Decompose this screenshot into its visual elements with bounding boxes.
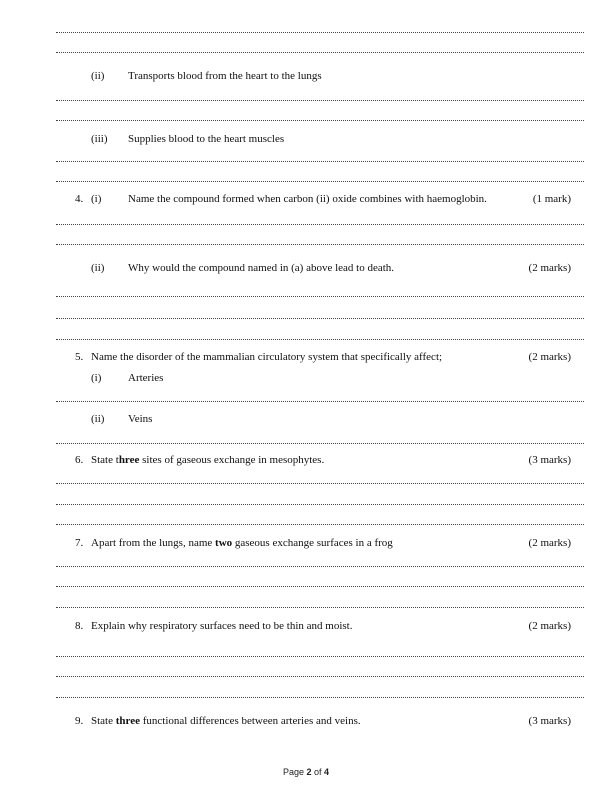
q8-text: Explain why respiratory surfaces need to be thin and moist.: [91, 620, 353, 632]
answer-line: [56, 339, 584, 340]
answer-line: [56, 586, 584, 587]
q4-number: 4.: [75, 193, 84, 205]
q8-marks: (2 marks): [528, 620, 571, 632]
q5-i-text: Arteries: [128, 372, 164, 384]
answer-line: [56, 100, 584, 101]
answer-line: [56, 483, 584, 484]
q6-marks: (3 marks): [528, 454, 571, 466]
q5-number: 5.: [75, 351, 84, 363]
answer-line: [56, 607, 584, 608]
answer-line: [56, 401, 584, 402]
answer-line: [56, 318, 584, 319]
q4-i-text: Name the compound formed when carbon (ii) oxide combines with haemoglobin.: [128, 193, 487, 205]
q3-ii-label: (ii): [91, 70, 105, 82]
q4-ii-label: (ii): [91, 262, 105, 274]
answer-line: [56, 566, 584, 567]
total-pages-number: 4: [324, 767, 330, 777]
q9-marks: (3 marks): [528, 715, 571, 727]
answer-line: [56, 676, 584, 677]
page-footer: Page 2 of 4: [282, 767, 330, 777]
q7-marks: (2 marks): [528, 537, 571, 549]
q5-text: Name the disorder of the mammalian circulatory system that specifically affect;: [91, 351, 443, 363]
q7-text: Apart from the lungs, name two gaseous exchange surfaces in a frog: [91, 537, 393, 549]
q5-ii-label: (ii): [91, 413, 105, 425]
q3-ii-text: Transports blood from the heart to the lungs: [128, 70, 322, 82]
answer-line: [56, 443, 584, 444]
q7-emphasis: two: [215, 537, 233, 549]
answer-line: [56, 32, 584, 33]
q6-text: State three sites of gaseous exchange in mesophytes.: [91, 454, 325, 466]
current-page-number: 2: [306, 767, 312, 777]
q4-i-marks: (1 mark): [532, 193, 571, 205]
answer-line: [56, 656, 584, 657]
q3-iii-label: (iii): [91, 133, 108, 145]
q4-ii-text: Why would the compound named in (a) above lead to death.: [128, 262, 395, 274]
q9-emphasis: three: [115, 715, 140, 727]
answer-line: [56, 504, 584, 505]
q9-text: State three functional differences between arteries and veins.: [91, 715, 361, 727]
answer-line: [56, 181, 584, 182]
q5-i-label: (i): [91, 372, 102, 384]
answer-line: [56, 224, 584, 225]
q4-ii-marks: (2 marks): [528, 262, 571, 274]
q6-number: 6.: [75, 454, 84, 466]
q6-emphasis: hree: [118, 454, 140, 466]
answer-line: [56, 697, 584, 698]
q8-number: 8.: [75, 620, 84, 632]
q9-number: 9.: [75, 715, 84, 727]
answer-line: [56, 161, 584, 162]
answer-line: [56, 524, 584, 525]
answer-line: [56, 52, 584, 53]
answer-line: [56, 244, 584, 245]
q7-number: 7.: [75, 537, 84, 549]
q5-ii-text: Veins: [128, 413, 153, 425]
q3-iii-text: Supplies blood to the heart muscles: [128, 133, 285, 145]
q4-i-label: (i): [91, 193, 102, 205]
answer-line: [56, 120, 584, 121]
answer-line: [56, 296, 584, 297]
q5-marks: (2 marks): [528, 351, 571, 363]
